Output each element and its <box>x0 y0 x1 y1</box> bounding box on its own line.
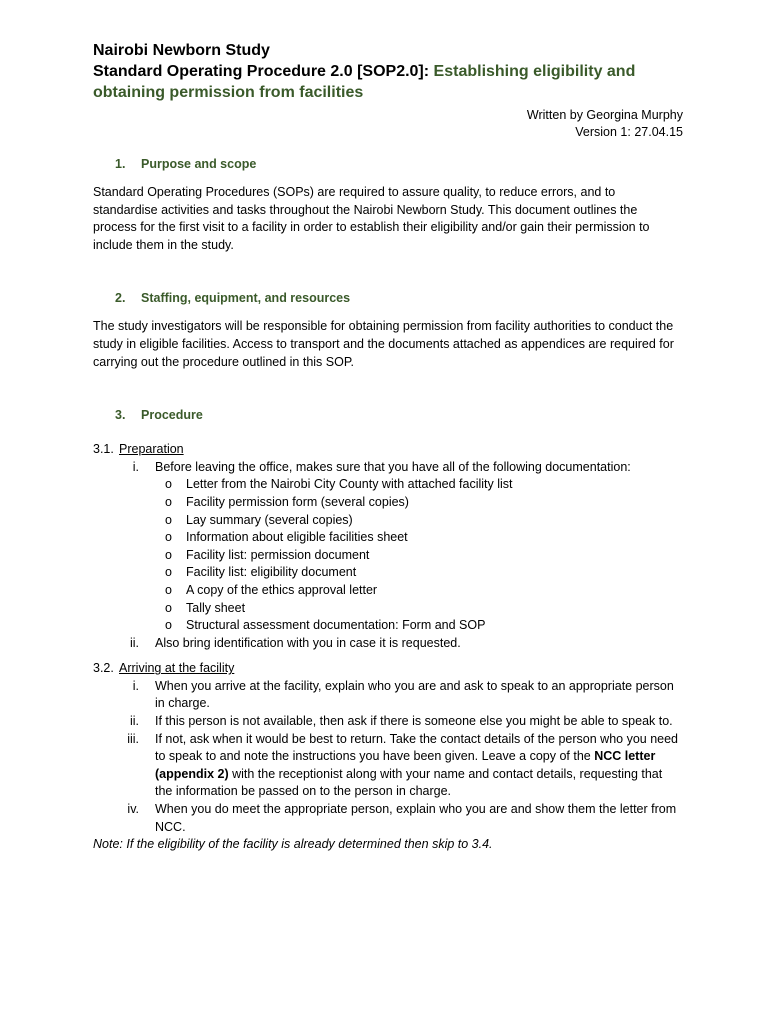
skip-note: Note: If the eligibility of the facility is already determined then skip to 3.4. <box>93 837 493 852</box>
bullet-marker: o <box>165 512 172 527</box>
list-item: ii. Also bring identification with you in case it is requested. <box>129 635 461 650</box>
subsection-heading-preparation: 3.1. Preparation <box>93 442 184 457</box>
list-item: i. Before leaving the office, makes sure that you have all of the following documentation: <box>132 459 631 474</box>
document-meta <box>93 107 683 141</box>
checklist-item-label: Facility list: eligibility document <box>186 565 357 580</box>
ncc-letter-reference: NCC letter (appendix 2) <box>155 749 656 781</box>
list-item: iv. When you do meet the appropriate person, explain who you are and show them the letter from NCC. <box>127 802 677 834</box>
checklist-item <box>93 494 683 512</box>
study-name: Nairobi Newborn Study <box>93 42 270 59</box>
document-title <box>93 40 683 103</box>
list-item: iii. If not, ask when it would be best to return. Take the contact details of the person who you need to speak to and note the instructions you have been given. Leave a copy of the NCC letter (appendix 2) with the receptionist along with your name and contact details, requesting that the information be passed on to the person in charge. <box>127 731 679 799</box>
section-heading-procedure: 3. Procedure <box>115 408 203 423</box>
bullet-marker: o <box>165 494 172 509</box>
sop-subject-part1: Establishing eligibility and <box>433 63 636 80</box>
author: Written by Georgina Murphy <box>526 108 683 122</box>
checklist-item <box>93 617 683 635</box>
bullet-marker: o <box>165 600 172 615</box>
checklist-item <box>93 547 683 565</box>
checklist-item <box>93 582 683 600</box>
checklist-item <box>93 529 683 547</box>
checklist-item-label: Facility list: permission document <box>186 547 370 562</box>
checklist-item <box>93 600 683 618</box>
checklist-item-label: A copy of the ethics approval letter <box>186 582 378 597</box>
checklist-item <box>93 476 683 494</box>
checklist-item-label: Letter from the Nairobi City County with attached facility list <box>186 477 513 492</box>
bullet-marker: o <box>165 582 172 597</box>
bullet-marker: o <box>165 477 172 492</box>
subsection-heading-arriving: 3.2. Arriving at the facility <box>93 661 235 676</box>
list-item: i. When you arrive at the facility, explain who you are and ask to speak to an appropriate person in charge. <box>132 678 674 711</box>
list-item: ii. If this person is not available, then ask if there is someone else you might be able to speak to. <box>129 714 673 729</box>
bullet-marker: o <box>165 530 172 545</box>
section-body-purpose: Standard Operating Procedures (SOPs) are required to assure quality, to reduce errors, and to standardise activities and tasks throughout the Nairobi Newborn Study. This document outlines the process for the first visit to a facility in order to establish their eligibility and/or gain their permission to include them in the study. <box>93 185 650 252</box>
checklist-item <box>93 564 683 582</box>
bullet-marker: o <box>165 618 172 633</box>
sop-number: Standard Operating Procedure 2.0 [SOP2.0]: <box>93 63 430 80</box>
checklist-item-label: Information about eligible facilities sheet <box>186 530 408 545</box>
section-body-staffing: The study investigators will be responsible for obtaining permission from facility authorities to conduct the study in eligible facilities. Access to transport and the documents attached as appendices are required for carrying out the procedure outlined in this SOP. <box>93 319 674 369</box>
documentation-checklist <box>93 476 683 634</box>
sop-title-line <box>93 61 683 82</box>
section-heading-staffing: 2. Staffing, equipment, and resources <box>115 291 351 306</box>
sop-subject-part2: obtaining permission from facilities <box>93 84 364 101</box>
version: Version 1: 27.04.15 <box>575 125 683 139</box>
checklist-item <box>93 512 683 530</box>
section-heading-purpose: 1. Purpose and scope <box>115 157 257 171</box>
checklist-item-label: Structural assessment documentation: Form and SOP <box>186 618 486 633</box>
checklist-item-label: Facility permission form (several copies) <box>186 494 409 509</box>
bullet-marker: o <box>165 565 172 580</box>
checklist-item-label: Lay summary (several copies) <box>186 512 353 527</box>
checklist-item-label: Tally sheet <box>186 600 246 615</box>
subsection-preparation <box>93 441 683 652</box>
document-page <box>93 40 683 854</box>
subsection-arriving <box>93 660 683 836</box>
bullet-marker: o <box>165 547 172 562</box>
